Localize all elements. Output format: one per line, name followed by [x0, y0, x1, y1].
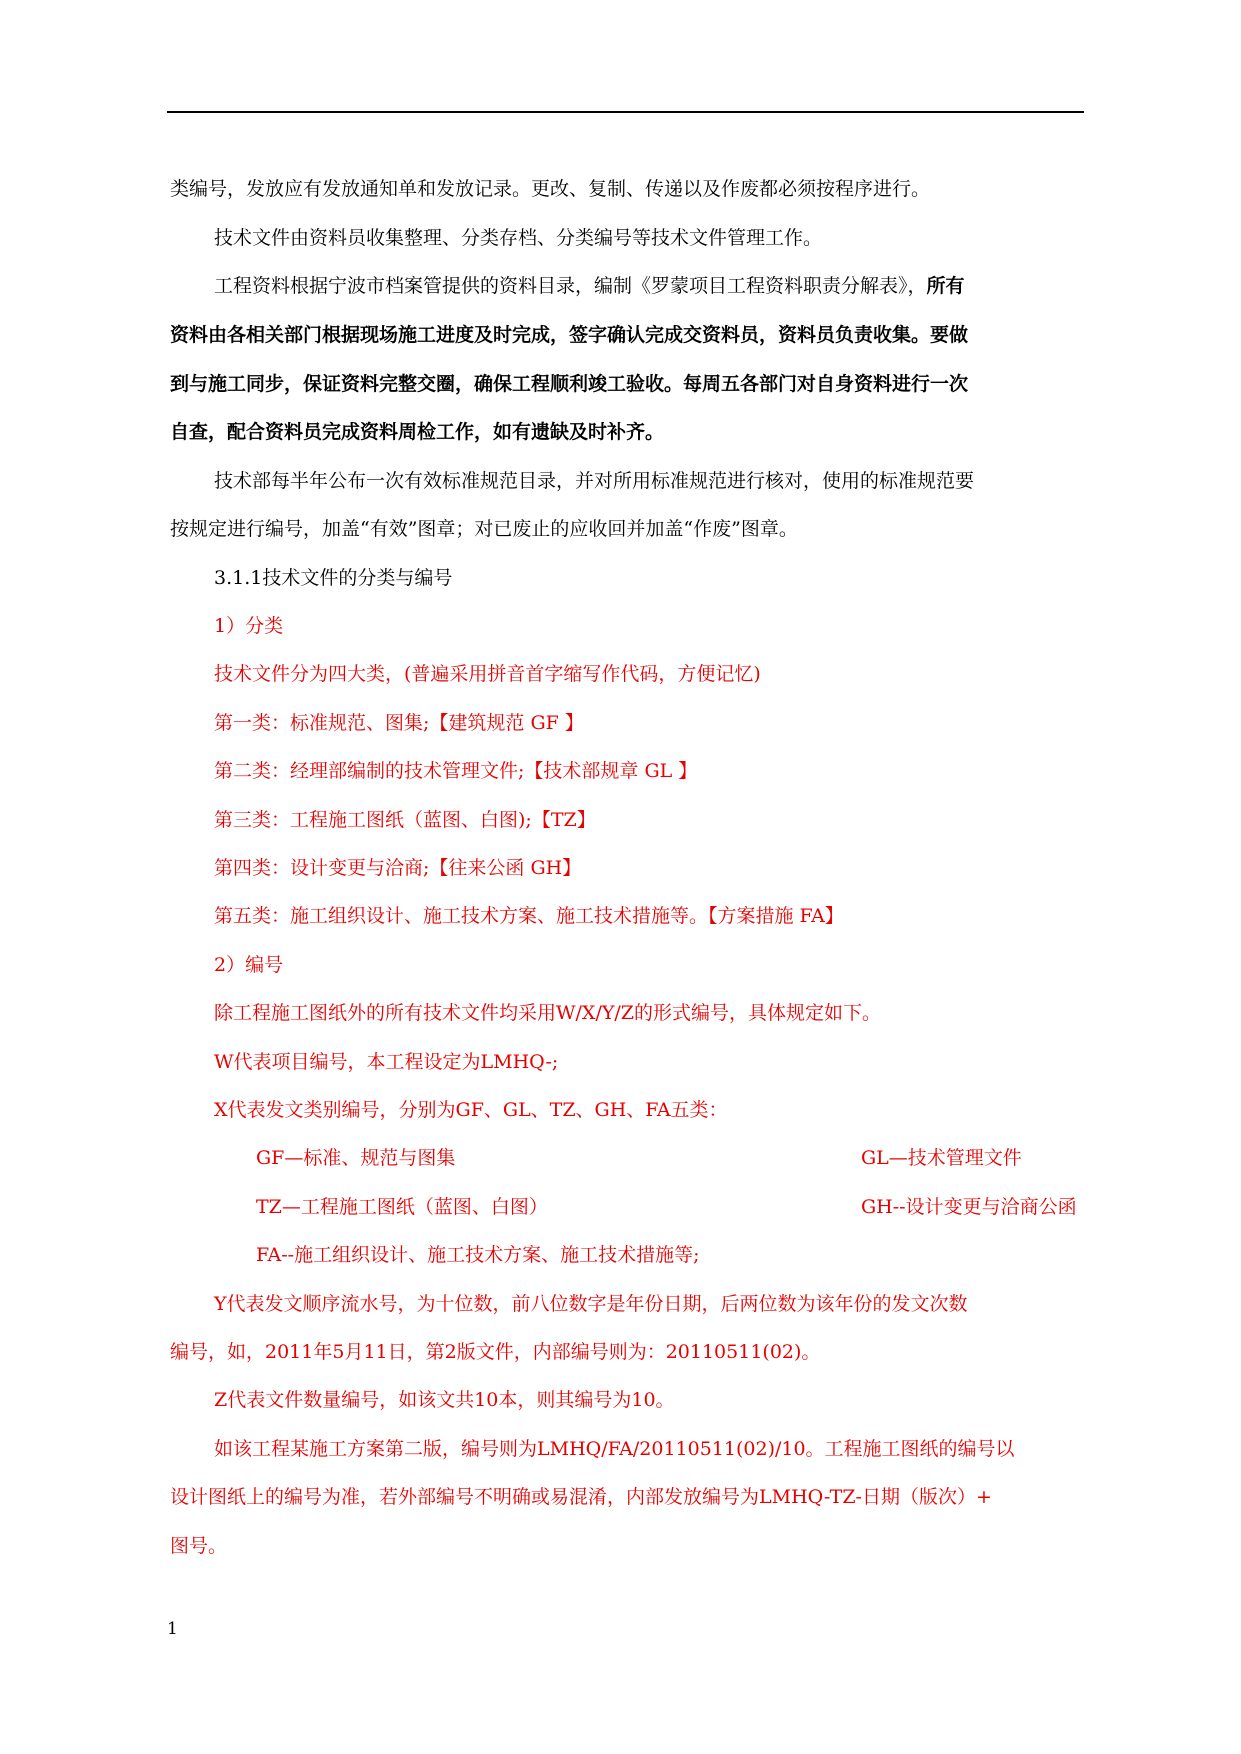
header-rule: [167, 111, 1084, 113]
subheading-classify: 1）分类: [214, 615, 284, 637]
numbering-intro: 除工程施工图纸外的所有技术文件均采用W/X/Y/Z的形式编号，具体规定如下。: [214, 1002, 882, 1024]
code-fa: FA--施工组织设计、施工技术方案、施工技术措施等;: [256, 1244, 700, 1266]
paragraph-bold-text: 所有: [926, 275, 965, 297]
code-row: [256, 1146, 1022, 1170]
subheading-numbering: 2）编号: [214, 954, 284, 976]
code-gf: GF—标准、规范与图集: [256, 1147, 456, 1169]
code-row: [256, 1195, 1077, 1219]
category-item: 第一类：标准规范、图集;【建筑规范 GF 】: [214, 712, 584, 734]
paragraph-bold-line: 到与施工同步，保证资料完整交圈，确保工程顺利竣工验收。每周五各部门对自身资料进行一次: [170, 373, 969, 395]
numbering-x: X代表发文类别编号，分别为GF、GL、TZ、GH、FA五类：: [214, 1099, 728, 1121]
code-gl: GL—技术管理文件: [861, 1147, 1022, 1169]
code-gh: GH--设计变更与洽商公函: [861, 1196, 1077, 1218]
section-heading: 3.1.1技术文件的分类与编号: [214, 567, 453, 589]
category-item: 第三类：工程施工图纸（蓝图、白图);【TZ】: [214, 809, 596, 831]
paragraph-line: [214, 274, 965, 298]
paragraph-bold-line: 自查，配合资料员完成资料周检工作，如有遗缺及时补齐。: [170, 421, 665, 443]
paragraph-bold-line: 资料由各相关部门根据现场施工进度及时完成，签字确认完成交资料员，资料员负责收集。要做: [170, 324, 969, 346]
numbering-example-cont: 设计图纸上的编号为准，若外部编号不明确或易混淆，内部发放编号为LMHQ-TZ-日期（版次）+: [170, 1486, 992, 1508]
code-tz: TZ—工程施工图纸（蓝图、白图）: [256, 1196, 548, 1218]
numbering-example: 如该工程某施工方案第二版，编号则为LMHQ/FA/20110511(02)/10。工程施工图纸的编号以: [214, 1438, 1015, 1460]
category-item: 第五类：施工组织设计、施工技术方案、施工技术措施等。【方案措施 FA】: [214, 905, 844, 927]
classify-intro: 技术文件分为四大类，(普遍采用拼音首字缩写作代码，方便记忆): [214, 663, 761, 685]
paragraph-line: 技术部每半年公布一次有效标准规范目录，并对所用标准规范进行核对，使用的标准规范要: [214, 470, 975, 492]
paragraph-line: 按规定进行编号，加盖“有效”图章；对已废止的应收回并加盖“作废”图章。: [170, 518, 798, 540]
numbering-example-cont: 图号。: [170, 1535, 228, 1557]
numbering-w: W代表项目编号，本工程设定为LMHQ-;: [214, 1051, 559, 1073]
numbering-y-cont: 编号，如，2011年5月11日，第2版文件，内部编号则为：20110511(02)。: [170, 1341, 821, 1363]
page-number: 1: [167, 1619, 178, 1639]
paragraph-line: 类编号，发放应有发放通知单和发放记录。更改、复制、传递以及作废都必须按程序进行。: [170, 178, 931, 200]
numbering-y: Y代表发文顺序流水号，为十位数，前八位数字是年份日期，后两位数为该年份的发文次数: [214, 1293, 968, 1315]
paragraph-line: 技术文件由资料员收集整理、分类存档、分类编号等技术文件管理工作。: [214, 227, 823, 249]
numbering-z: Z代表文件数量编号，如该文共10本，则其编号为10。: [214, 1389, 675, 1411]
paragraph-text: 工程资料根据宁波市档案管提供的资料目录，编制《罗蒙项目工程资料职责分解表》，: [214, 275, 927, 297]
category-item: 第二类：经理部编制的技术管理文件;【技术部规章 GL 】: [214, 760, 698, 782]
category-item: 第四类：设计变更与洽商;【往来公函 GH】: [214, 857, 582, 879]
